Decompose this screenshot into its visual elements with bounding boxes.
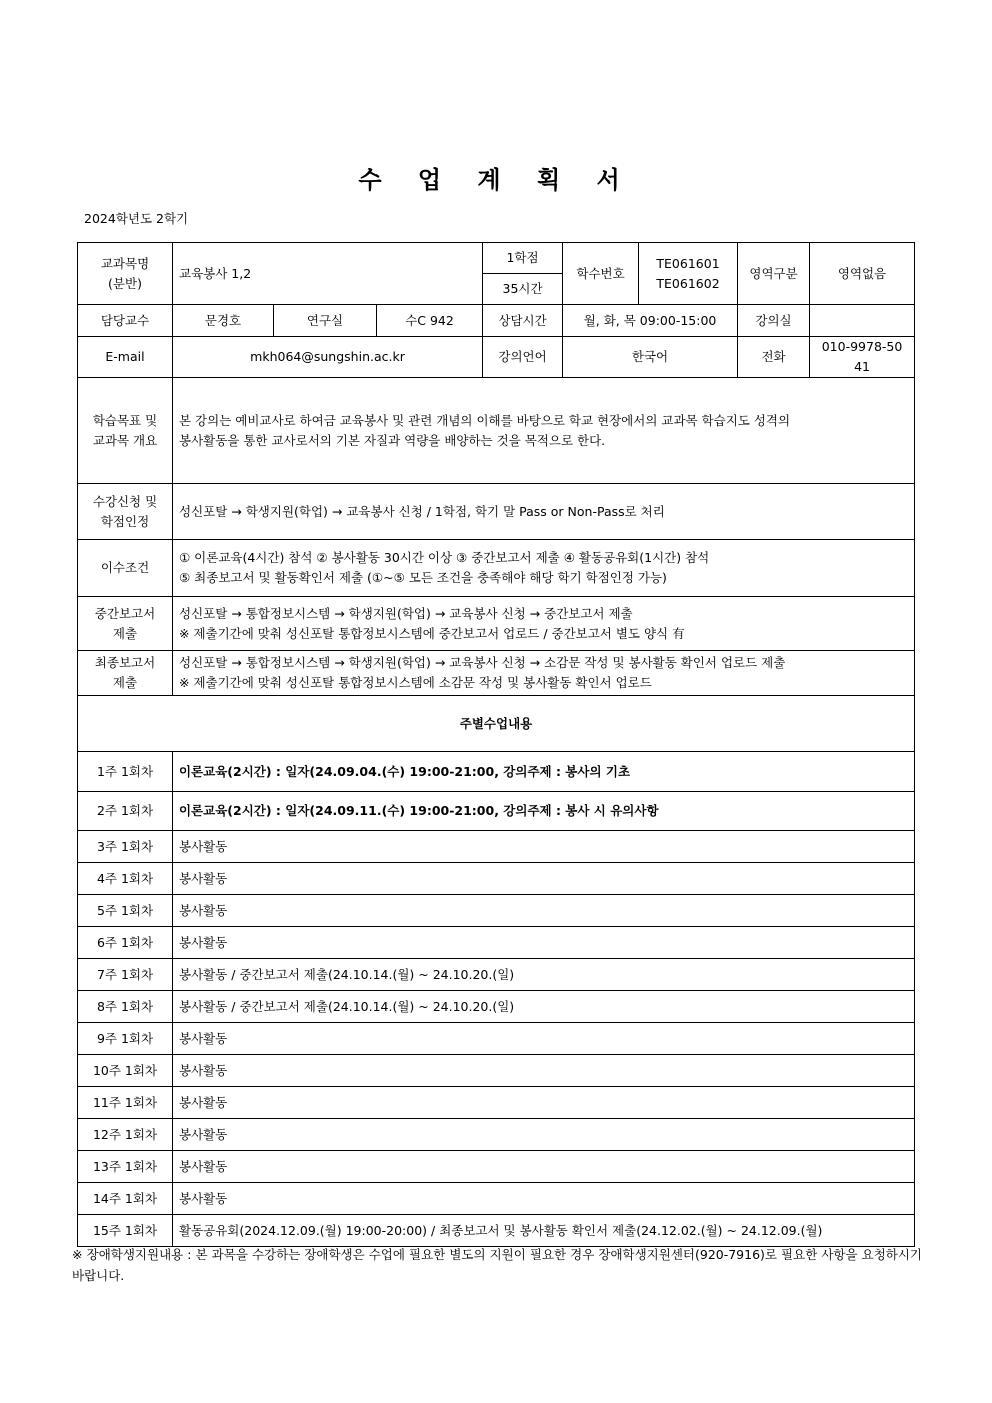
table-row	[78, 895, 915, 927]
week-content: 봉사활동	[173, 1055, 915, 1087]
phone-value: 010-9978-50 41	[810, 337, 915, 378]
week-label: 10주 1회차	[78, 1055, 173, 1087]
enroll-label: 수강신청 및 학점인정	[78, 484, 173, 540]
week-content: 봉사활동	[173, 1087, 915, 1119]
email-value: mkh064@sungshin.ac.kr	[173, 337, 483, 378]
table-row	[78, 927, 915, 959]
page-title: 수 업 계 획 서	[358, 166, 634, 194]
week-label: 8주 1회차	[78, 991, 173, 1023]
phone-label: 전화	[738, 337, 810, 378]
course-name: 교육봉사 1,2	[173, 243, 483, 305]
table-row	[78, 1183, 915, 1215]
week-label: 15주 1회차	[78, 1215, 173, 1247]
week-content: 봉사활동	[173, 1151, 915, 1183]
week-label: 9주 1회차	[78, 1023, 173, 1055]
office-value: 수C 942	[377, 305, 483, 337]
course-code-label: 학수번호	[563, 243, 639, 305]
week-label: 7주 1회차	[78, 959, 173, 991]
consult-time: 월, 화, 목 09:00-15:00	[563, 305, 738, 337]
condition-label: 이수조건	[78, 540, 173, 597]
goal-label: 학습목표 및 교과목 개요	[78, 378, 173, 484]
area-label: 영역구분	[738, 243, 810, 305]
table-row	[78, 1055, 915, 1087]
weekly-header: 주별수업내용	[78, 696, 915, 752]
week-label: 4주 1회차	[78, 863, 173, 895]
professor-name: 문경호	[173, 305, 274, 337]
table-row	[78, 1119, 915, 1151]
course-info-table	[77, 242, 915, 752]
goal-text: 본 강의는 예비교사로 하여금 교육봉사 및 관련 개념의 이해를 바탕으로 학교 현장에서의 교과목 학습지도 성격의 봉사활동을 통한 교사로서의 기본 자질과 역량을 배양하는 것을 목적으로 한다.	[173, 378, 915, 484]
table-row	[78, 1151, 915, 1183]
week-content: 이론교육(2시간) : 일자(24.09.04.(수) 19:00-21:00, 강의주제 : 봉사의 기초	[173, 752, 915, 792]
week-content: 봉사활동	[173, 895, 915, 927]
footnote: ※ 장애학생지원내용 : 본 과목을 수강하는 장애학생은 수업에 필요한 별도의 지원이 필요한 경우 장애학생지원센터(920-7916)로 필요한 사항을 요청하시기 바랍니다.	[72, 1247, 922, 1283]
table-row	[78, 991, 915, 1023]
room-value	[810, 305, 915, 337]
final-label: 최종보고서 제출	[78, 651, 173, 696]
week-label: 2주 1회차	[78, 792, 173, 831]
table-row	[78, 1215, 915, 1247]
week-content: 봉사활동	[173, 831, 915, 863]
lang-label: 강의언어	[483, 337, 563, 378]
week-label: 13주 1회차	[78, 1151, 173, 1183]
room-label: 강의실	[738, 305, 810, 337]
midterm-label: 중간보고서 제출	[78, 597, 173, 651]
week-content: 이론교육(2시간) : 일자(24.09.11.(수) 19:00-21:00, 강의주제 : 봉사 시 유의사항	[173, 792, 915, 831]
week-label: 12주 1회차	[78, 1119, 173, 1151]
week-content: 활동공유회(2024.12.09.(월) 19:00-20:00) / 최종보고서 및 봉사활동 확인서 제출(24.12.02.(월) ~ 24.12.09.(월)	[173, 1215, 915, 1247]
week-label: 5주 1회차	[78, 895, 173, 927]
week-content: 봉사활동	[173, 863, 915, 895]
weekly-schedule-table	[77, 751, 915, 1247]
final-text: 성신포탈 → 통합정보시스템 → 학생지원(학업) → 교육봉사 신청 → 소감문 작성 및 봉사활동 확인서 업로드 제출 ※ 제출기간에 맞춰 성신포탈 통합정보시스템에 소감문 작성 및 봉사활동 확인서 업로드	[173, 651, 915, 696]
course-hours: 35시간	[483, 274, 563, 305]
area-value: 영역없음	[810, 243, 915, 305]
email-label: E-mail	[78, 337, 173, 378]
course-name-label: 교과목명 (분반)	[78, 243, 173, 305]
week-content: 봉사활동 / 중간보고서 제출(24.10.14.(월) ~ 24.10.20.(일)	[173, 959, 915, 991]
week-content: 봉사활동	[173, 1119, 915, 1151]
professor-label: 담당교수	[78, 305, 173, 337]
table-row	[78, 831, 915, 863]
enroll-text: 성신포탈 → 학생지원(학업) → 교육봉사 신청 / 1학점, 학기 말 Pass or Non-Pass로 처리	[173, 484, 915, 540]
week-label: 6주 1회차	[78, 927, 173, 959]
week-label: 11주 1회차	[78, 1087, 173, 1119]
consult-label: 상담시간	[483, 305, 563, 337]
table-row	[78, 752, 915, 792]
week-label: 14주 1회차	[78, 1183, 173, 1215]
table-row	[78, 959, 915, 991]
table-row	[78, 863, 915, 895]
week-content: 봉사활동	[173, 1023, 915, 1055]
week-label: 3주 1회차	[78, 831, 173, 863]
semester-label: 2024학년도 2학기	[84, 211, 189, 226]
office-label: 연구실	[274, 305, 377, 337]
week-content: 봉사활동	[173, 1183, 915, 1215]
midterm-text: 성신포탈 → 통합정보시스템 → 학생지원(학업) → 교육봉사 신청 → 중간보고서 제출 ※ 제출기간에 맞춰 성신포탈 통합정보시스템에 중간보고서 업로드 / 중간보고서 별도 양식 有	[173, 597, 915, 651]
course-code: TE061601 TE061602	[639, 243, 738, 305]
table-row	[78, 1023, 915, 1055]
week-content: 봉사활동 / 중간보고서 제출(24.10.14.(월) ~ 24.10.20.(일)	[173, 991, 915, 1023]
week-content: 봉사활동	[173, 927, 915, 959]
table-row	[78, 792, 915, 831]
condition-text: ① 이론교육(4시간) 참석 ② 봉사활동 30시간 이상 ③ 중간보고서 제출 ④ 활동공유회(1시간) 참석 ⑤ 최종보고서 및 활동확인서 제출 (①~⑤ 모든 조건을 충족해야 해당 학기 학점인정 가능)	[173, 540, 915, 597]
week-label: 1주 1회차	[78, 752, 173, 792]
course-credit: 1학점	[483, 243, 563, 274]
lang-value: 한국어	[563, 337, 738, 378]
table-row	[78, 1087, 915, 1119]
